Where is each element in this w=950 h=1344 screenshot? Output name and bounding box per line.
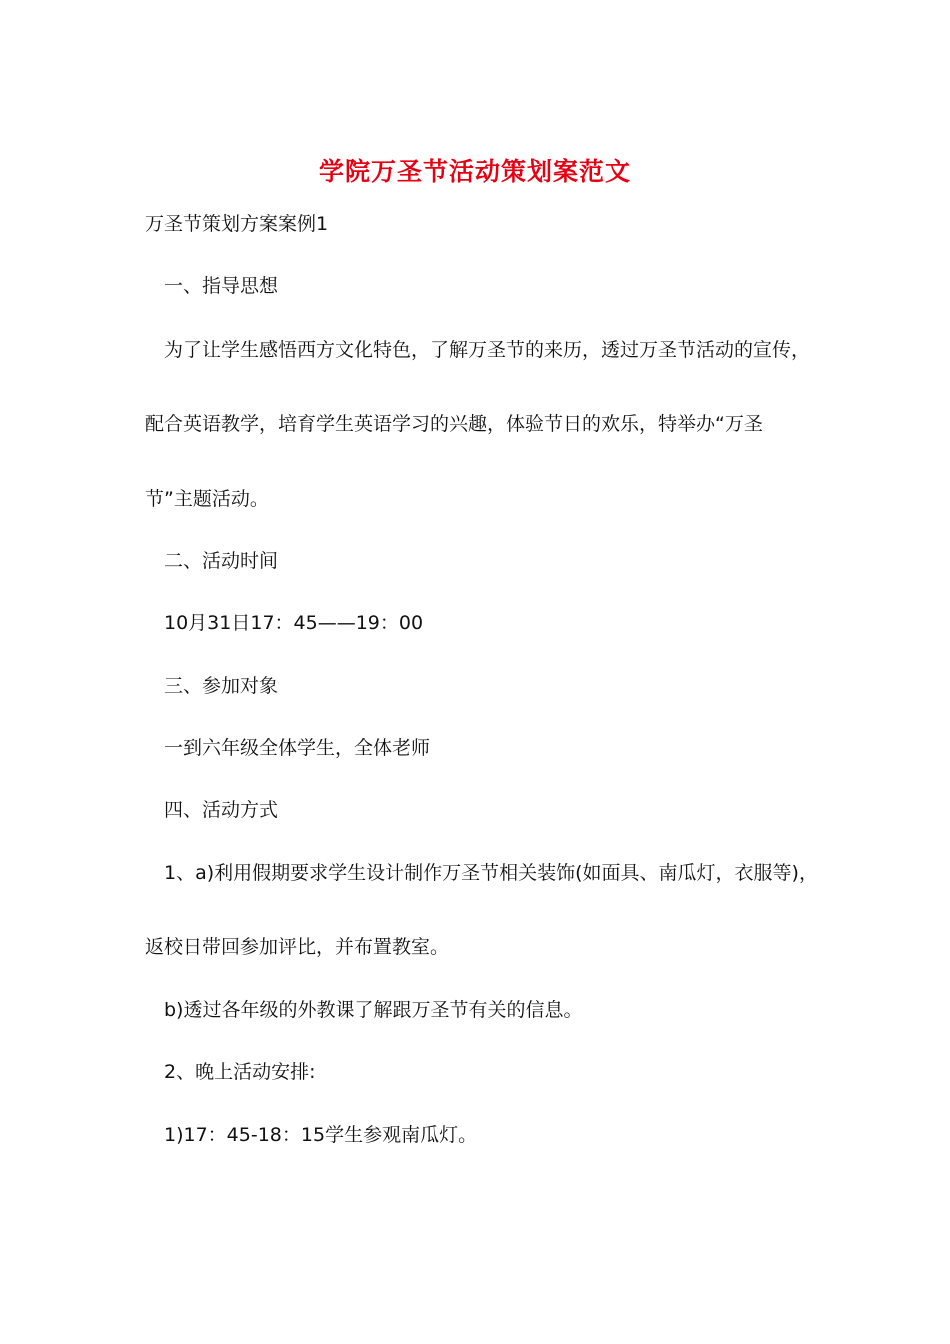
participants-text: 一到六年级全体学生，全体老师 xyxy=(164,737,431,759)
list-item: b)透过各年级的外教课了解跟万圣节有关的信息。 xyxy=(164,999,583,1021)
paragraph-line: 为了让学生感悟西方文化特色，了解万圣节的来历，透过万圣节活动的宣传， xyxy=(164,339,811,361)
section-heading-guiding-thought: 一、指导思想 xyxy=(164,275,279,297)
list-item: 1)17：45-18：15学生参观南瓜灯。 xyxy=(164,1124,478,1146)
section-heading-activity-method: 四、活动方式 xyxy=(164,799,279,821)
list-item-continuation: 返校日带回参加评比，并布置教室。 xyxy=(145,936,450,958)
document-title: 学院万圣节活动策划案范文 xyxy=(318,157,631,186)
paragraph-line: 节”主题活动。 xyxy=(145,488,269,510)
case-subtitle: 万圣节策划方案案例1 xyxy=(145,213,329,235)
list-item: 1、a)利用假期要求学生设计制作万圣节相关装饰(如面具、南瓜灯，衣服等)， xyxy=(164,862,818,884)
paragraph-line: 配合英语教学，培育学生英语学习的兴趣，体验节日的欢乐，特举办“万圣 xyxy=(145,413,763,435)
list-item: 2、晚上活动安排: xyxy=(164,1061,316,1083)
section-heading-activity-time: 二、活动时间 xyxy=(164,550,279,572)
section-heading-participants: 三、参加对象 xyxy=(164,675,279,697)
activity-time-text: 10月31日17：45——19：00 xyxy=(164,612,424,634)
